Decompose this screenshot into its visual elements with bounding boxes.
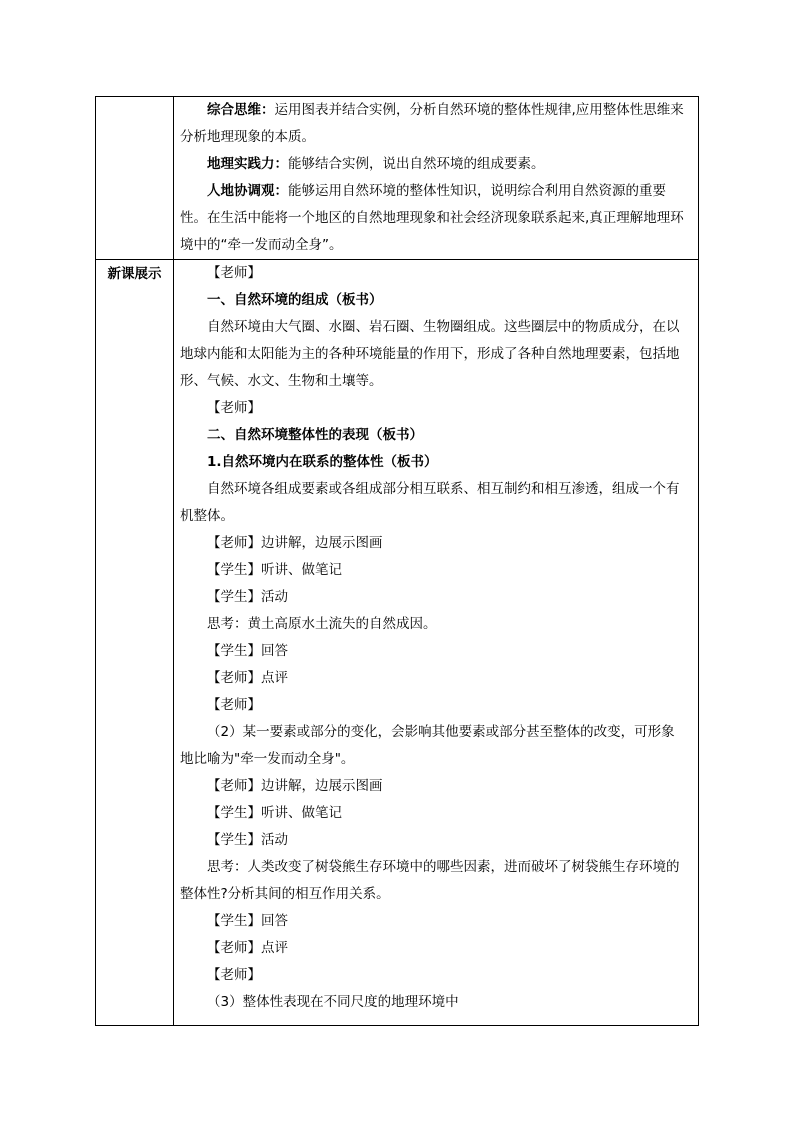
- objective-harmony: [180, 178, 688, 259]
- lesson-line: 自然环境由大气圈、水圈、岩石圈、生物圈组成。这些圈层中的物质成分，在以地球内能和太阳能为主的各种环境能量的作用下，形成了各种自然地理要素，包括地形、气候、水文、生物和土壤等。: [180, 319, 680, 389]
- objectives-label-cell: [96, 97, 174, 260]
- lesson-line: 【老师】点评: [207, 670, 288, 686]
- objective-label: 人地协调观：: [207, 183, 288, 199]
- new-lesson-row: [96, 260, 699, 1026]
- lesson-plan-table: [95, 96, 699, 1026]
- lesson-line: 【学生】活动: [207, 832, 288, 848]
- lesson-line: 【老师】边讲解，边展示图画: [207, 778, 383, 794]
- lesson-line: 【老师】: [207, 265, 261, 281]
- lesson-line: 【学生】回答: [207, 643, 288, 659]
- lesson-line: 【老师】: [207, 967, 261, 983]
- lesson-line: 自然环境各组成要素或各组成部分相互联系、相互制约和相互渗透，组成一个有机整体。: [180, 481, 680, 524]
- objective-practice: [180, 151, 688, 178]
- lesson-line: 【学生】回答: [207, 913, 288, 929]
- lesson-line: 二、自然环境整体性的表现（板书）: [207, 427, 423, 443]
- lesson-line: （3）整体性表现在不同尺度的地理环境中: [207, 994, 459, 1010]
- section-label: 新课展示: [96, 260, 174, 1026]
- lesson-line: 【老师】点评: [207, 940, 288, 956]
- lesson-line: 【学生】听讲、做笔记: [207, 562, 342, 578]
- lesson-line: 1.自然环境内在联系的整体性（板书）: [207, 454, 438, 470]
- lesson-line: 【老师】: [207, 400, 261, 416]
- objective-label: 地理实践力：: [207, 156, 288, 172]
- lesson-content-cell: [174, 260, 699, 1026]
- objective-text: 能够运用自然环境的整体性知识，说明综合利用自然资源的重要性。在生活中能将一个地区的自然地理现象和社会经济现象联系起来,真正理解地理环境中的“牵一发而动全身”。: [180, 183, 684, 253]
- objective-text: 能够结合实例，说出自然环境的组成要素。: [288, 156, 545, 172]
- objectives-content-cell: [174, 97, 699, 260]
- lesson-line: 一、自然环境的组成（板书）: [207, 292, 383, 308]
- lesson-line: 【老师】: [207, 697, 261, 713]
- lesson-line: 【学生】听讲、做笔记: [207, 805, 342, 821]
- objectives-row: [96, 97, 699, 260]
- lesson-line: 思考：人类改变了树袋熊生存环境中的哪些因素，进而破坏了树袋熊生存环境的整体性?分析其间的相互作用关系。: [180, 859, 680, 902]
- objective-text: 运用图表并结合实例，分析自然环境的整体性规律,应用整体性思维来分析地理现象的本质。: [180, 102, 684, 145]
- lesson-line: 思考：黄土高原水土流失的自然成因。: [207, 616, 437, 632]
- objective-thinking: [180, 97, 688, 151]
- lesson-line: 【老师】边讲解，边展示图画: [207, 535, 383, 551]
- lesson-line: 【学生】活动: [207, 589, 288, 605]
- objective-label: 综合思维：: [207, 102, 275, 118]
- lesson-line: （2）某一要素或部分的变化，会影响其他要素或部分甚至整体的改变，可形象地比喻为"牵一发而动全身"。: [180, 724, 675, 767]
